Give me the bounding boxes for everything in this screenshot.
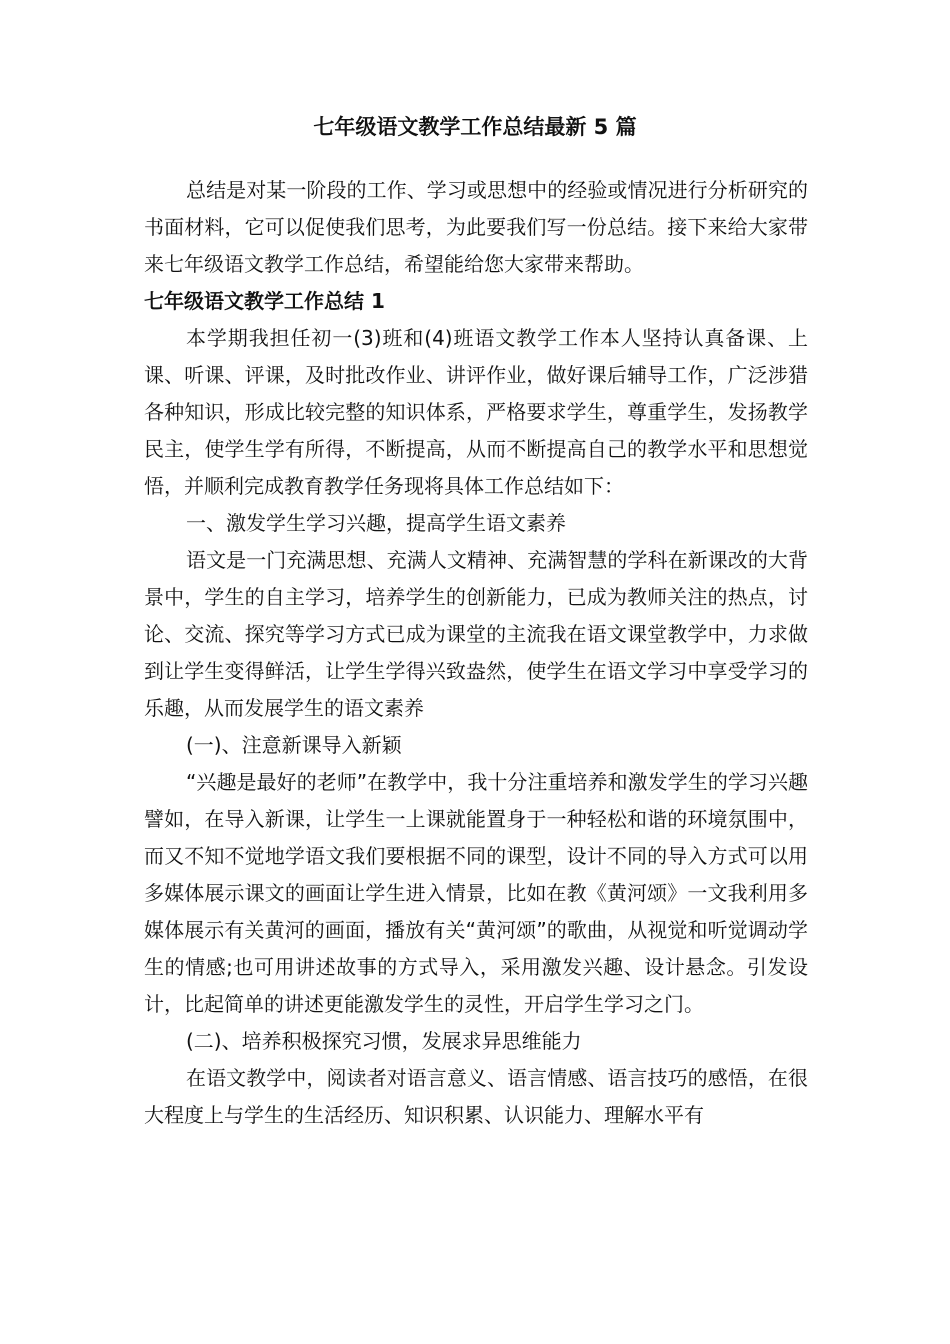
document-title: 七年级语文教学工作总结最新 5 篇 [313,115,637,139]
subsection-heading: (二)、培养积极探究习惯，发展求异思维能力 [186,1029,582,1053]
intro-paragraph: 总结是对某一阶段的工作、学习或思想中的经验或情况进行分析研究的书面材料，它可以促使我们思考，为此要我们写一份总结。接下来给大家带来七年级语文教学工作总结，希望能给您大家带来帮助。 [144,178,808,276]
body-paragraph: 语文是一门充满思想、充满人文精神、充满智慧的学科在新课改的大背景中，学生的自主学习，培养学生的创新能力，已成为教师关注的热点，讨论、交流、探究等学习方式已成为课堂的主流我在语文课堂教学中，力求做到让学生变得鲜活，让学生学得兴致盎然，使学生在语文学习中享受学习的乐趣，从而发展学生的语文素养 [144,548,808,720]
body-paragraph: 本学期我担任初一(3)班和(4)班语文教学工作本人坚持认真备课、上课、听课、评课，及时批改作业、讲评作业，做好课后辅导工作，广泛涉猎各种知识，形成比较完整的知识体系，严格要求学生，尊重学生，发扬教学民主，使学生学有所得，不断提高，从而不断提高自己的教学水平和思想觉悟，并顺利完成教育教学任务现将具体工作总结如下： [144,326,808,498]
body-paragraph: “兴趣是最好的老师”在教学中，我十分注重培养和激发学生的学习兴趣譬如，在导入新课，让学生一上课就能置身于一种轻松和谐的环境氛围中，而又不知不觉地学语文我们要根据不同的课型，设计不同的导入方式可以用多媒体展示课文的画面让学生进入情景，比如在教《黄河颂》一文我利用多媒体展示有关黄河的画面，播放有关“黄河颂”的歌曲，从视觉和听觉调动学生的情感;也可用讲述故事的方式导入，采用激发兴趣、设计悬念。引发设计，比起简单的讲述更能激发学生的灵性，开启学生学习之门。 [144,770,808,1016]
subsection-heading: 一、激发学生学习兴趣，提高学生语文素养 [186,511,566,535]
section-heading: 七年级语文教学工作总结 1 [144,289,385,313]
subsection-heading: (一)、注意新课导入新颖 [186,733,402,757]
body-paragraph: 在语文教学中，阅读者对语言意义、语言情感、语言技巧的感悟，在很大程度上与学生的生活经历、知识积累、认识能力、理解水平有 [144,1066,808,1127]
document-body [144,172,808,1134]
